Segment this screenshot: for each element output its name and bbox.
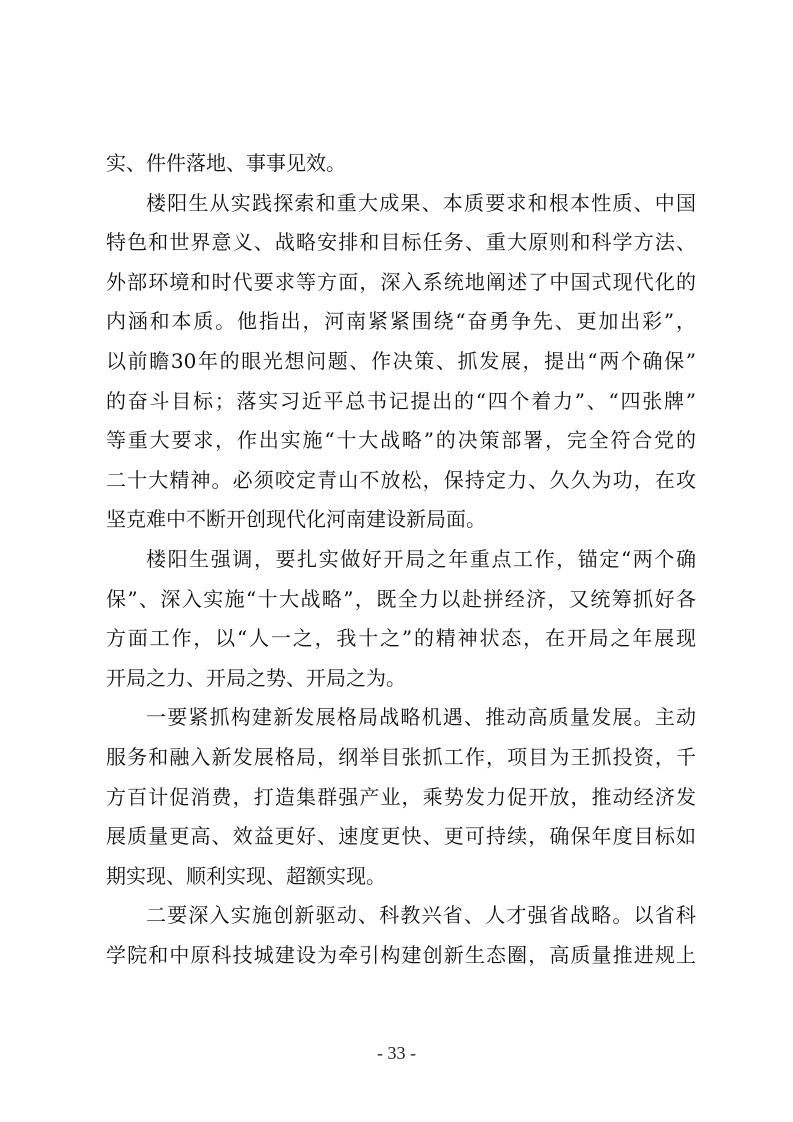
text-line: 特色和世界意义、战略安排和目标任务、重大原则和科学方法、	[106, 230, 696, 255]
page-number: - 33 -	[377, 1043, 416, 1063]
text-line: 坚克难中不断开创现代化河南建设新局面。	[106, 507, 486, 532]
text-line: 方面工作，以“人一之，我十之”的精神状态，在开局之年展现	[106, 626, 696, 651]
text-line: 实、件件落地、事事见效。	[106, 151, 346, 175]
text-line: 服务和融入新发展格局，纲举目张抓工作，项目为王抓投资，千	[106, 744, 696, 769]
text-line: 期实现、顺利实现、超额实现。	[106, 863, 386, 888]
text-line: 楼阳生强调，要扎实做好开局之年重点工作，锚定“两个确	[146, 546, 696, 571]
text-line: 一要紧抓构建新发展格局战略机遇、推动高质量发展。主动	[146, 705, 696, 730]
text-line: 外部环境和时代要求等方面，深入系统地阐述了中国式现代化的	[106, 269, 696, 294]
text-line: 的奋斗目标；落实习近平总书记提出的“四个着力”、“四张牌”	[106, 388, 696, 413]
text-line: 二十大精神。必须咬定青山不放松，保持定力、久久为功，在攻	[106, 467, 696, 492]
body-text	[106, 144, 696, 975]
text-line: 方百计促消费，打造集群强产业，乘势发力促开放，推动经济发	[106, 784, 696, 809]
text-line: 展质量更高、效益更好、速度更快、更可持续，确保年度目标如	[106, 824, 696, 849]
text-line: 学院和中原科技城建设为牵引构建创新生态圈，高质量推进规上	[106, 942, 696, 967]
text-line: 楼阳生从实践探索和重大成果、本质要求和根本性质、中国	[146, 190, 696, 215]
text-line: 内涵和本质。他指出，河南紧紧围绕“奋勇争先、更加出彩”，	[106, 309, 696, 334]
text-line: 二要深入实施创新驱动、科教兴省、人才强省战略。以省科	[146, 903, 696, 928]
text-line: 等重大要求，作出实施“十大战略”的决策部署，完全符合党的	[106, 428, 696, 453]
text-line: 以前瞻30年的眼光想问题、作决策、抓发展，提出“两个确保”	[106, 348, 696, 373]
text-line: 开局之力、开局之势、开局之为。	[106, 665, 406, 690]
text-line: 保”、深入实施“十大战略”，既全力以赴拼经济，又统筹抓好各	[106, 586, 696, 611]
